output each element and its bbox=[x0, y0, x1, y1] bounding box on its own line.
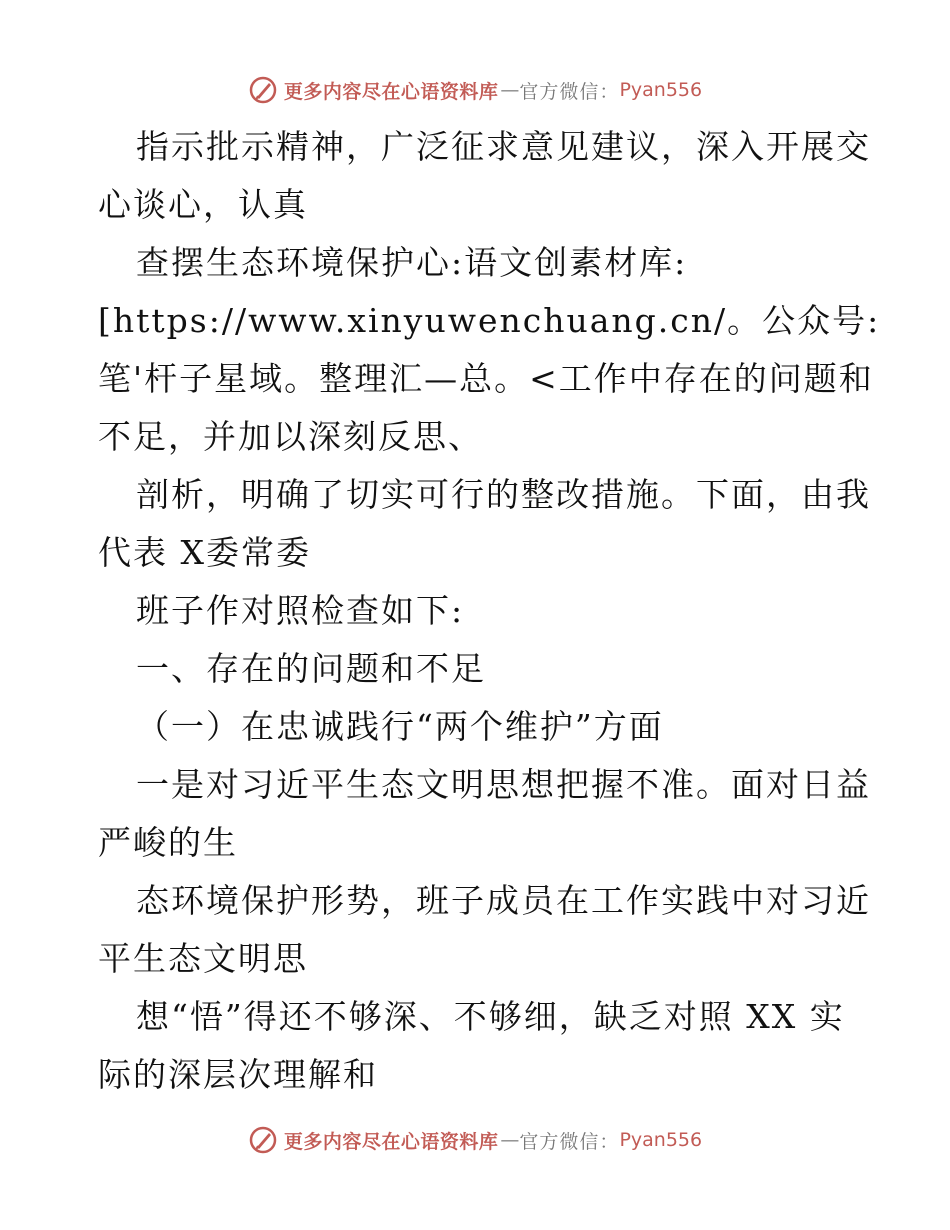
body-line: 指示批示精神，广泛征求意见建议，深入开展交 bbox=[136, 127, 871, 166]
body-line: 笔'杆子星域。整理汇—总。<工作中存在的问题和 bbox=[98, 359, 874, 398]
header-watermark bbox=[0, 70, 950, 110]
body-line: 代表 X委常委 bbox=[98, 533, 311, 572]
watermark-label: 官方微信： bbox=[519, 1130, 620, 1153]
quill-logo-icon bbox=[248, 1125, 278, 1155]
body-line: 心谈心，认真 bbox=[98, 185, 308, 224]
watermark-dash: — bbox=[500, 79, 518, 101]
subsection-heading: （一）在忠诚践行“两个维护”方面 bbox=[136, 707, 664, 746]
watermark-brand: 更多内容尽在心语资料库 bbox=[283, 1130, 499, 1153]
body-line: 一是对习近平生态文明思想把握不准。面对日益 bbox=[136, 765, 871, 804]
body-line: 平生态文明思 bbox=[98, 939, 308, 978]
document-body bbox=[98, 118, 881, 1104]
body-line: 不足，并加以深刻反思、 bbox=[98, 417, 483, 456]
body-line: 际的深层次理解和 bbox=[98, 1055, 378, 1094]
body-line: 想“悟”得还不够深、不够细，缺乏对照 XX 实 bbox=[136, 997, 845, 1036]
watermark-wechat-id: Pyan556 bbox=[619, 79, 703, 101]
body-line: 查摆生态环境保护心:语文创素材库: bbox=[136, 243, 688, 282]
body-line: 班子作对照检查如下: bbox=[136, 591, 465, 630]
body-line: 严峻的生 bbox=[98, 823, 238, 862]
body-line: 剖析，明确了切实可行的整改措施。下面，由我 bbox=[136, 475, 871, 514]
watermark-wechat-id: Pyan556 bbox=[619, 1129, 703, 1151]
body-line: 态环境保护形势，班子成员在工作实践中对习近 bbox=[136, 881, 871, 920]
body-line: [https://www.xinyuwenchuang.cn/。公众号: bbox=[98, 301, 881, 340]
quill-logo-icon bbox=[248, 75, 278, 105]
section-heading: 一、存在的问题和不足 bbox=[136, 649, 486, 688]
watermark-dash: — bbox=[500, 1129, 518, 1151]
watermark-brand: 更多内容尽在心语资料库 bbox=[283, 80, 499, 103]
watermark-label: 官方微信： bbox=[519, 80, 620, 103]
footer-watermark bbox=[0, 1120, 950, 1160]
